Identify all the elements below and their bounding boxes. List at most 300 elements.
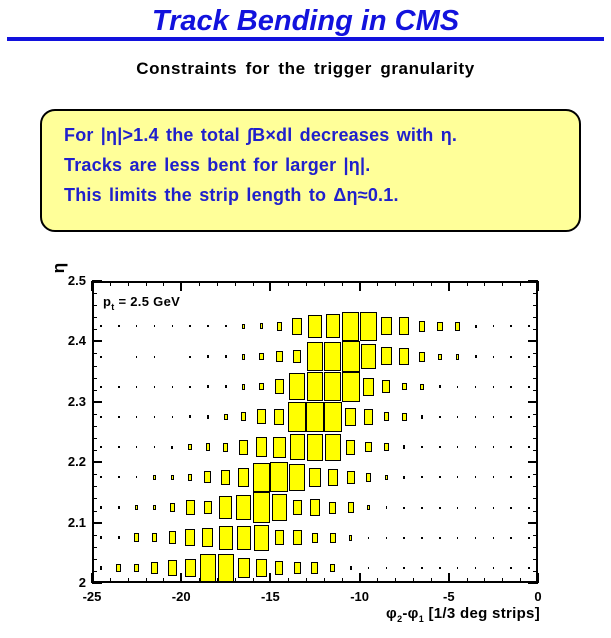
histogram-box xyxy=(324,372,341,401)
y-minor-tick xyxy=(533,305,538,306)
y-minor-tick xyxy=(533,426,538,427)
histogram-box xyxy=(118,325,120,327)
x-minor-tick xyxy=(217,281,218,286)
y-minor-tick xyxy=(533,366,538,367)
histogram-box xyxy=(312,533,318,543)
histogram-box xyxy=(403,507,405,509)
histogram-box xyxy=(171,446,173,449)
x-minor-tick xyxy=(431,578,432,583)
y-tick-label: 2.4 xyxy=(67,333,86,349)
histogram-box xyxy=(421,446,423,448)
histogram-box xyxy=(329,502,336,514)
x-minor-tick xyxy=(306,281,307,286)
histogram-box xyxy=(307,434,323,461)
histogram-box xyxy=(169,531,177,544)
histogram-box xyxy=(347,471,355,485)
histogram-box xyxy=(136,386,138,388)
histogram-box xyxy=(154,446,156,448)
x-minor-tick xyxy=(199,578,200,583)
histogram-box xyxy=(510,446,512,448)
y-minor-tick xyxy=(92,366,97,367)
histogram-box xyxy=(238,468,250,488)
histogram-box xyxy=(118,416,120,418)
histogram-box xyxy=(188,474,193,482)
y-major-tick xyxy=(528,280,538,282)
x-minor-tick xyxy=(146,578,147,583)
histogram-box xyxy=(219,526,233,550)
x-minor-tick xyxy=(306,578,307,583)
histogram-box xyxy=(493,507,495,509)
histogram-box xyxy=(308,315,321,338)
histogram-box xyxy=(293,500,302,515)
histogram-box xyxy=(325,434,341,461)
histogram-box xyxy=(386,567,388,569)
x-major-tick xyxy=(269,573,271,583)
histogram-box xyxy=(100,566,102,570)
y-minor-tick xyxy=(533,486,538,487)
histogram-box xyxy=(270,462,288,492)
histogram-box xyxy=(384,412,389,421)
y-minor-tick xyxy=(92,498,97,499)
histogram-box xyxy=(293,350,301,364)
y-minor-tick xyxy=(92,486,97,487)
histogram-box xyxy=(528,567,530,569)
histogram-box xyxy=(100,476,102,478)
histogram-box xyxy=(439,507,441,509)
histogram-box xyxy=(493,325,495,327)
histogram-box xyxy=(189,415,191,418)
histogram-box xyxy=(275,561,283,575)
y-minor-tick xyxy=(92,474,97,475)
x-minor-tick xyxy=(520,578,521,583)
x-minor-tick xyxy=(342,578,343,583)
histogram-box xyxy=(403,445,405,449)
histogram-box xyxy=(219,496,232,519)
histogram-box xyxy=(510,325,512,327)
histogram-box xyxy=(207,355,209,357)
x-minor-tick xyxy=(467,578,468,583)
histogram-box xyxy=(510,386,512,388)
histogram-box xyxy=(136,416,138,418)
histogram-box xyxy=(274,409,284,426)
x-minor-tick xyxy=(235,281,236,286)
histogram-box xyxy=(493,386,495,388)
histogram-box xyxy=(135,505,138,510)
histogram-box xyxy=(475,386,477,388)
histogram-box xyxy=(253,492,271,522)
x-tick-label: -5 xyxy=(443,589,455,604)
histogram-box xyxy=(364,409,374,426)
histogram-box xyxy=(382,380,390,394)
histogram-box xyxy=(275,379,284,394)
histogram-box xyxy=(134,564,139,573)
histogram-box xyxy=(342,372,360,402)
y-minor-tick xyxy=(533,438,538,439)
x-minor-tick xyxy=(324,281,325,286)
y-minor-tick xyxy=(533,559,538,560)
histogram-box xyxy=(385,475,388,480)
histogram-box xyxy=(136,446,138,448)
histogram-box xyxy=(528,507,530,509)
histogram-box xyxy=(365,442,371,453)
x-minor-tick xyxy=(520,281,521,286)
histogram-box xyxy=(386,537,388,539)
histogram-box xyxy=(273,437,286,458)
histogram-box xyxy=(493,446,495,448)
histogram-box xyxy=(457,386,459,388)
histogram-box xyxy=(330,533,336,543)
histogram-box xyxy=(100,386,102,388)
histogram-box xyxy=(528,416,530,418)
x-minor-tick xyxy=(342,281,343,286)
histogram-box xyxy=(342,312,359,341)
y-minor-tick xyxy=(533,571,538,572)
histogram-box xyxy=(309,468,321,488)
histogram-box xyxy=(439,537,441,539)
y-minor-tick xyxy=(92,414,97,415)
y-minor-tick xyxy=(533,353,538,354)
histogram-box xyxy=(510,476,512,478)
y-major-tick xyxy=(92,280,102,282)
histogram-box xyxy=(402,413,407,421)
note-line-1: For |η|>1.4 the total ∫B×dl decreases with η. xyxy=(64,125,458,145)
y-major-tick xyxy=(528,401,538,403)
histogram-box xyxy=(242,324,245,329)
y-minor-tick xyxy=(92,559,97,560)
x-major-tick xyxy=(359,573,361,583)
y-major-tick xyxy=(92,461,102,463)
x-tick-label: -10 xyxy=(350,589,369,604)
y-minor-tick xyxy=(533,450,538,451)
histogram-box xyxy=(172,416,174,418)
y-minor-tick xyxy=(92,535,97,536)
y-minor-tick xyxy=(533,547,538,548)
y-major-tick xyxy=(528,582,538,584)
histogram-box xyxy=(207,415,209,419)
x-minor-tick xyxy=(467,281,468,286)
histogram-box xyxy=(457,507,459,509)
histogram-box xyxy=(293,530,302,545)
histogram-box xyxy=(136,325,138,327)
histogram-box xyxy=(272,494,288,521)
x-major-tick xyxy=(448,573,450,583)
x-minor-tick xyxy=(377,281,378,286)
histogram-box xyxy=(510,537,512,539)
y-tick-label: 2 xyxy=(78,575,86,590)
histogram-box xyxy=(475,355,477,359)
histogram-box xyxy=(204,501,212,515)
x-minor-tick xyxy=(163,578,164,583)
histogram-box xyxy=(152,533,157,542)
histogram-box xyxy=(241,412,246,421)
histogram-box xyxy=(439,476,441,478)
histogram-box xyxy=(493,567,495,569)
y-major-tick xyxy=(92,522,102,524)
x-minor-tick xyxy=(146,281,147,286)
histogram-box xyxy=(328,469,338,486)
histogram-box xyxy=(457,567,459,569)
histogram-box xyxy=(421,537,423,539)
histogram-box xyxy=(367,505,370,510)
y-minor-tick xyxy=(92,305,97,306)
x-major-tick xyxy=(537,281,539,291)
histogram-box xyxy=(153,475,156,480)
histogram-box xyxy=(493,537,495,539)
histogram-box xyxy=(311,562,318,574)
histogram-box xyxy=(368,567,370,569)
histogram-box xyxy=(330,564,335,573)
x-major-tick xyxy=(180,281,182,291)
y-major-tick xyxy=(528,522,538,524)
histogram-box xyxy=(292,318,302,335)
histogram-box xyxy=(172,325,174,327)
histogram-box xyxy=(100,325,102,327)
histogram-box xyxy=(437,322,442,331)
y-major-tick xyxy=(92,401,102,403)
histogram-box xyxy=(172,386,174,388)
histogram-box xyxy=(289,373,305,400)
histogram-box xyxy=(324,402,342,432)
histogram-box xyxy=(403,537,405,539)
histogram-box xyxy=(118,536,120,540)
x-minor-tick xyxy=(110,281,111,286)
histogram-box xyxy=(242,384,246,390)
histogram-box xyxy=(402,383,407,391)
x-minor-tick xyxy=(199,281,200,286)
histogram-box xyxy=(290,434,305,460)
histogram-box xyxy=(475,567,477,569)
y-major-tick xyxy=(528,461,538,463)
histogram-box xyxy=(528,386,530,388)
y-axis-title: η xyxy=(49,262,69,274)
y-tick-label: 2.3 xyxy=(67,393,86,409)
histogram-box xyxy=(419,321,426,332)
y-minor-tick xyxy=(92,317,97,318)
histogram-box xyxy=(510,507,512,509)
histogram-box xyxy=(307,372,324,401)
histogram-box xyxy=(185,529,195,546)
histogram-box xyxy=(363,378,374,396)
histogram-box xyxy=(189,386,191,388)
histogram-box xyxy=(168,560,177,576)
y-tick-label: 2.2 xyxy=(67,454,86,470)
x-minor-tick xyxy=(431,281,432,286)
histogram-box xyxy=(253,463,270,492)
histogram-box xyxy=(475,476,477,478)
histogram-box xyxy=(361,344,375,368)
histogram-box xyxy=(348,502,354,513)
y-tick-label: 2.5 xyxy=(67,273,86,288)
histogram-box xyxy=(289,464,305,491)
histogram-box xyxy=(275,530,284,545)
histogram-box xyxy=(350,566,352,570)
histogram-box xyxy=(259,383,264,391)
y-minor-tick xyxy=(533,293,538,294)
histogram-box xyxy=(457,416,459,418)
y-minor-tick xyxy=(533,511,538,512)
histogram-box xyxy=(186,500,195,515)
x-minor-tick xyxy=(110,578,111,583)
histogram-box xyxy=(528,446,530,448)
histogram-box xyxy=(403,476,405,479)
histogram-box xyxy=(221,470,230,485)
histogram-box xyxy=(134,533,139,542)
histogram-box xyxy=(528,325,530,327)
histogram-box xyxy=(368,537,370,539)
y-minor-tick xyxy=(92,390,97,391)
histogram-box xyxy=(154,325,156,327)
histogram-box xyxy=(324,342,341,371)
histogram-box xyxy=(510,416,512,418)
x-minor-tick xyxy=(163,281,164,286)
histogram-box xyxy=(242,354,246,360)
histogram-box xyxy=(528,537,530,539)
histogram-box xyxy=(100,536,102,540)
x-minor-tick xyxy=(128,578,129,583)
y-minor-tick xyxy=(533,414,538,415)
histogram-box xyxy=(260,323,264,329)
histogram-box xyxy=(510,356,512,358)
x-minor-tick xyxy=(253,578,254,583)
histogram-box xyxy=(421,567,423,569)
histogram-box xyxy=(528,476,530,478)
x-minor-tick xyxy=(484,578,485,583)
histogram-box xyxy=(493,356,495,358)
histogram-box xyxy=(154,386,156,388)
histogram-box xyxy=(204,471,211,483)
y-major-tick xyxy=(528,340,538,342)
x-axis-title: $\varphi_2-\varphi_1$ [1/3 deg strips] xyxy=(386,605,540,624)
x-minor-tick xyxy=(395,578,396,583)
histogram-box xyxy=(224,414,228,420)
histogram-box xyxy=(438,354,442,360)
histogram-box xyxy=(189,356,191,358)
histogram-box xyxy=(384,443,389,451)
histogram-box xyxy=(439,446,441,448)
y-minor-tick xyxy=(92,378,97,379)
x-minor-tick xyxy=(395,281,396,286)
histogram-box xyxy=(386,506,388,508)
histogram-box xyxy=(294,562,301,574)
histogram-box xyxy=(493,476,495,478)
histogram-box xyxy=(346,440,355,455)
histogram-box xyxy=(118,446,120,448)
y-major-tick xyxy=(92,340,102,342)
x-minor-tick xyxy=(253,281,254,286)
histogram-box xyxy=(170,503,175,512)
histogram-box xyxy=(207,325,209,327)
histogram-box xyxy=(439,567,441,569)
y-minor-tick xyxy=(533,535,538,536)
histogram-box xyxy=(136,356,138,358)
y-minor-tick xyxy=(92,293,97,294)
y-minor-tick xyxy=(92,450,97,451)
histogram-box xyxy=(259,353,264,361)
histogram-box xyxy=(421,415,423,419)
y-minor-tick xyxy=(92,438,97,439)
subtitle: Constraints for the trigger granularity xyxy=(136,59,475,78)
y-minor-tick xyxy=(92,511,97,512)
histogram-box xyxy=(360,312,377,341)
histogram-box xyxy=(188,444,192,450)
histogram-box xyxy=(277,322,282,331)
note-line-3: This limits the strip length to Δη≈0.1. xyxy=(64,185,399,205)
y-minor-tick xyxy=(533,498,538,499)
y-minor-tick xyxy=(92,571,97,572)
note-line-2: Tracks are less bent for larger |η|. xyxy=(64,155,371,175)
histogram-box xyxy=(381,347,392,365)
histogram-box xyxy=(326,314,340,338)
x-minor-tick xyxy=(235,578,236,583)
histogram-box xyxy=(421,507,423,509)
histogram-box xyxy=(256,437,268,457)
histogram-box xyxy=(420,384,424,390)
x-minor-tick xyxy=(217,578,218,583)
histogram-box xyxy=(421,476,423,478)
histogram-box xyxy=(256,559,267,577)
histogram-box xyxy=(151,562,158,574)
histogram-box xyxy=(239,440,248,455)
histogram-box xyxy=(171,475,174,480)
histogram-box xyxy=(200,554,217,583)
histogram-box xyxy=(439,416,441,418)
histogram-box xyxy=(236,495,251,520)
x-minor-tick xyxy=(128,281,129,286)
histogram-box xyxy=(116,564,121,573)
y-minor-tick xyxy=(533,390,538,391)
x-tick-label: -25 xyxy=(82,589,102,604)
histogram-box xyxy=(528,356,530,358)
y-minor-tick xyxy=(533,378,538,379)
histogram-box xyxy=(342,341,360,371)
histogram-box xyxy=(154,416,156,418)
histogram-box xyxy=(100,506,102,509)
histogram-box xyxy=(475,416,477,418)
histogram-box xyxy=(288,402,306,432)
histogram-box xyxy=(366,473,371,482)
histogram-box xyxy=(154,356,156,358)
x-major-tick xyxy=(180,573,182,583)
histogram-box xyxy=(223,443,228,452)
histogram-box xyxy=(118,506,120,510)
y-major-tick xyxy=(92,582,102,584)
histogram-box xyxy=(345,408,356,426)
histogram-box xyxy=(381,317,392,335)
histogram-box xyxy=(257,409,266,424)
histogram-box xyxy=(455,322,460,331)
histogram-box xyxy=(475,507,477,509)
x-major-tick xyxy=(269,281,271,291)
x-minor-tick xyxy=(288,578,289,583)
pt-annotation: $p_t = 2.5$ GeV xyxy=(103,294,181,312)
x-minor-tick xyxy=(484,281,485,286)
histogram-box xyxy=(399,348,409,365)
histogram-box xyxy=(475,325,477,329)
y-minor-tick xyxy=(92,329,97,330)
y-minor-tick xyxy=(92,547,97,548)
histogram-box xyxy=(306,402,324,432)
histogram-box xyxy=(225,385,227,388)
histogram-box xyxy=(475,446,477,448)
x-major-tick xyxy=(448,281,450,291)
histogram-box xyxy=(100,446,102,448)
histogram-box xyxy=(254,525,269,551)
histogram-box xyxy=(419,352,425,362)
x-minor-tick xyxy=(413,578,414,583)
x-minor-tick xyxy=(502,281,503,286)
x-minor-tick xyxy=(377,578,378,583)
histogram-box xyxy=(225,325,227,327)
